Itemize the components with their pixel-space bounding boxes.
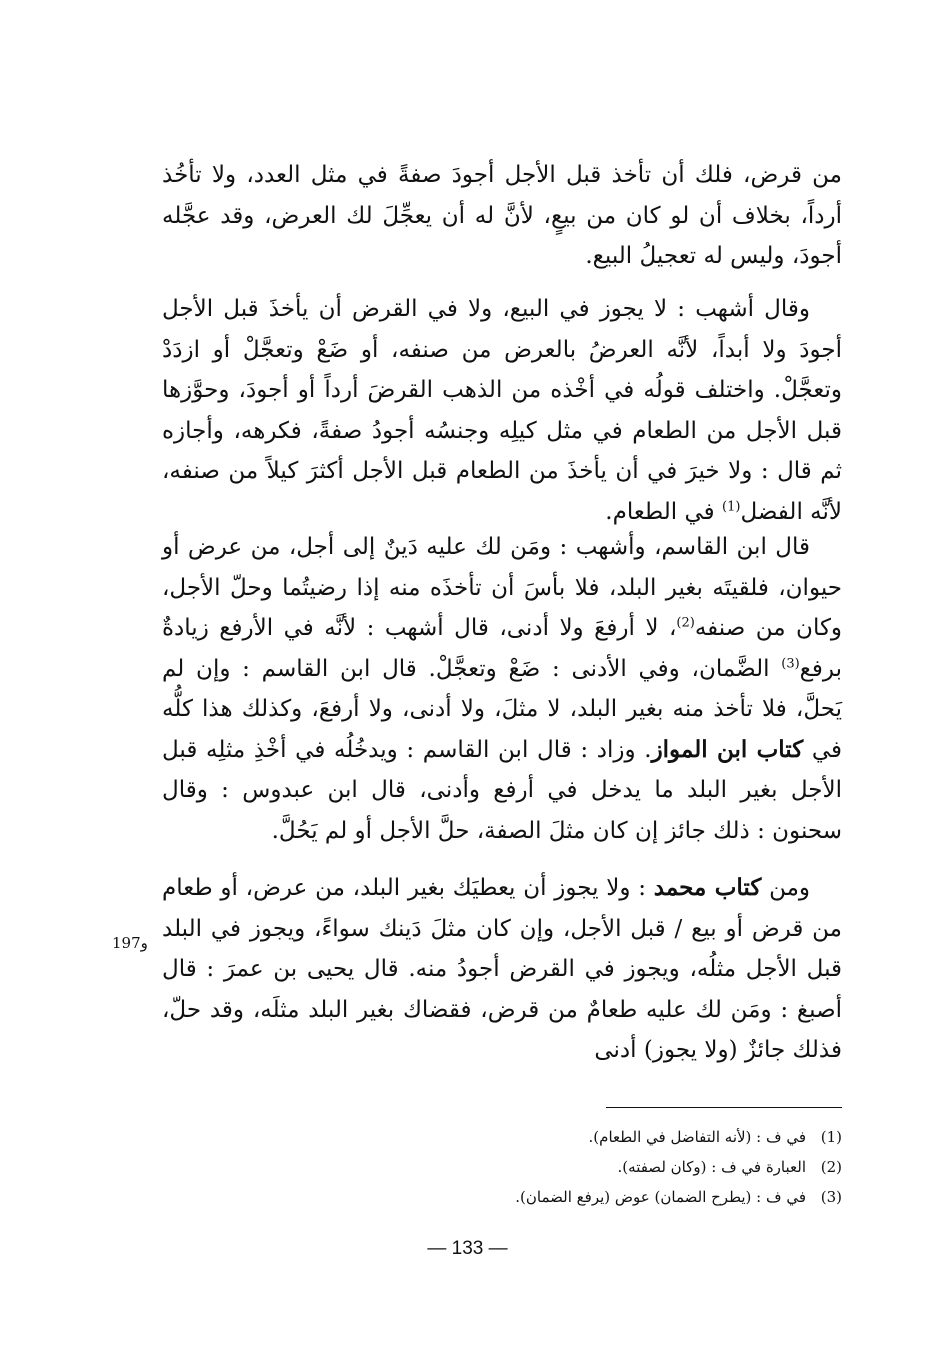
paragraph-1-text: من قرض، فلك أن تأخذ قبل الأجل أجودَ صفةً في مثل العدد، ولا تأخُذ أرداً، بخلاف أن لو كان من بيعٍ، لأنَّ له أن يعجِّلَ لك العرض، وقد عجَّله أجودَ، وليس له تعجيلُ البيع. — [162, 162, 842, 269]
footnote-text: العبارة في ف : (وكان لصفته). — [617, 1158, 806, 1176]
source-title-ibn-al-mawaz: كتاب ابن المواز — [651, 735, 804, 763]
page-number: — 133 — — [427, 1238, 508, 1259]
paragraph-2-tail: في الطعام. — [605, 498, 722, 525]
paragraph-4-part1: ومن — [761, 875, 811, 901]
manuscript-folio-marker: 197و — [112, 934, 148, 952]
paragraph-3 — [162, 527, 842, 851]
paragraph-3-part3: الضَّمان، وفي الأدنى : ضَعْ وتعجَّلْ. قال ابن القاسم : وإن لم يَحلَّ، فلا تأخذ منه بغير البلد، لا مثلَ، ولا أدنى، ولا أرفعَ، وكذلك هذا كلُّه في — [162, 655, 842, 763]
footnote-ref-3[interactable]: (3) — [781, 655, 800, 671]
footnote-item — [300, 1182, 842, 1212]
paragraph-2-text: وقال أشهب : لا يجوز في البيع، ولا في القرض أن يأخذَ قبل الأجل أجودَ ولا أبداً، لأنَّه العرضُ بالعرض من صنفه، أو ضَعْ وتعجَّلْ أو ازدَدْ وتعجَّلْ. واختلف قولُه في أخْذه من الذهب القرضَ أرداً أو أجودَ، وحوَّزها قبل الأجل من الطعام في مثل كيلِه وجنسُه أجودُ صفةً، فكرهه، وأجازه ثم قال : ولا خيرَ في أن يأخذَ من الطعام قبل الأجل أكثرَ كيلاً من صنفه، لأنَّه الفضل — [162, 296, 842, 525]
footnote-item — [300, 1152, 842, 1182]
footnote-text: في ف : (يطرح الضمان) عوض (يرفع الضمان). — [515, 1188, 806, 1206]
footnote-item — [300, 1122, 842, 1152]
paragraph-2 — [162, 289, 842, 532]
paragraph-4 — [162, 868, 842, 1071]
paragraph-3-part4: . وزاد : قال ابن القاسم : ويدخُلُه في أخْذِ مثلِه قبل الأجل بغير البلد ما يدخل في أرفع وأدنى، قال ابن عبدوس : وقال سحنون : ذلك جائز إن كان مثلَ الصفة، حلَّ الأجل أو لم يَحُلَّ. — [162, 736, 842, 844]
footnote-separator — [606, 1107, 842, 1108]
paragraph-3-part1: قال ابن القاسم، وأشهب : ومَن لك عليه دَينٌ إلى أجل، من عرض أو حيوان، فلقيتَه بغير البلد، فلا بأسَ أن تأخذَه منه إذا رضيتُما وحلّ الأجل، وكان من صنفه — [162, 534, 843, 641]
footnote-text: في ف : (لأنه التفاضل في الطعام). — [588, 1128, 806, 1146]
footnotes — [300, 1122, 842, 1212]
footnote-ref-2[interactable]: (2) — [676, 615, 695, 631]
paragraph-3-part2: ، لا أرفعَ ولا أدنى، قال أشهب : لأنَّه في الأرفع زيادةٌ برفع — [162, 615, 842, 682]
footnote-ref-1[interactable]: (1) — [722, 498, 741, 514]
source-title-muhammad: كتاب محمد — [653, 874, 762, 901]
footnote-number: (2) — [820, 1158, 842, 1176]
paragraph-4-part2: : ولا يجوز أن يعطيَك بغير البلد، من عرض، أو طعام من قرض أو بيع / قبل الأجل، وإن كان مثلَ دَينك سواءً، ويجوز في البلد قبل الأجل مثلُه، ويجوز في القرض أجودُ منه. قال يحيى بن عمرَ : قال أصبغ : ومَن لك عليه طعامٌ من قرض، فقضاك بغير البلد مثلَه، وقد حلّ، فذلك جائزٌ (ولا يجوز) أدنى — [162, 875, 842, 1063]
paragraph-1 — [162, 155, 842, 277]
footnote-number: (1) — [820, 1128, 842, 1146]
footnote-number: (3) — [820, 1188, 842, 1206]
